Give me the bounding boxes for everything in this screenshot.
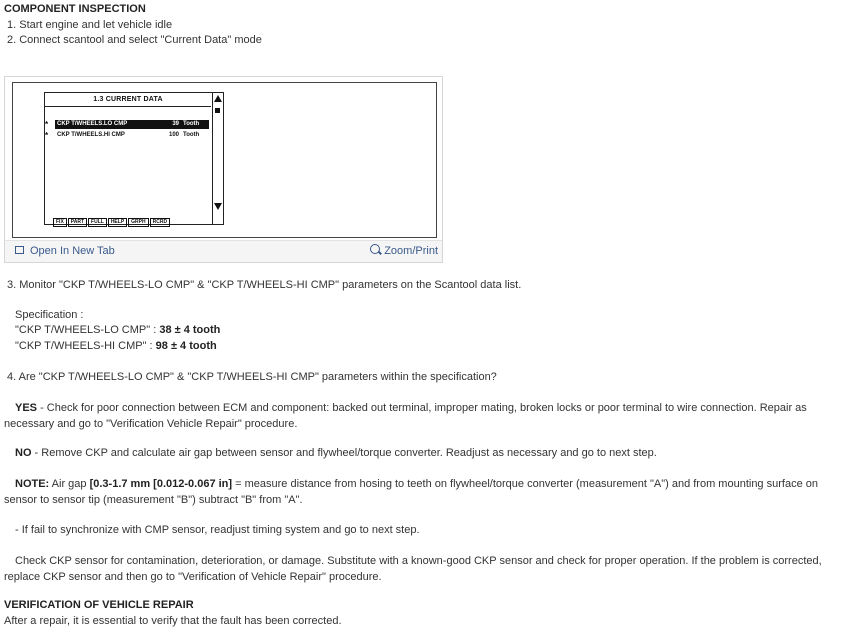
- spec-hi-value: 98 ± 4 tooth: [155, 340, 217, 352]
- fkey-rcrd: RCRD: [150, 218, 170, 227]
- yes-label: YES: [15, 402, 38, 414]
- scroll-thumb: [215, 108, 220, 113]
- fkey-part: PART: [68, 218, 87, 227]
- spec-lo-name: "CKP T/WHEELS-LO CMP" :: [15, 324, 160, 336]
- row-value: 100: [168, 132, 179, 138]
- spec-lo-value: 38 ± 4 tooth: [159, 324, 221, 336]
- scroll-down-icon: [214, 203, 222, 210]
- no-text: - Remove CKP and calculate air gap between sensor and flywheel/torque converter. Readjust as necessary and go to next step.: [31, 447, 657, 459]
- zoom-icon: [370, 244, 380, 254]
- yes-text: - Check for poor connection between ECM and component: backed out terminal, improper mating, broken locks or poor terminal to wire connection. Repair as necessary and go to "Verification Vehicle Repair" procedure.: [4, 402, 807, 430]
- zoom-print-link[interactable]: [370, 245, 438, 257]
- open-new-tab-link[interactable]: [15, 245, 115, 257]
- screen-title: 1.3 CURRENT DATA: [45, 93, 211, 107]
- scantool-illustration: [12, 82, 437, 238]
- figure-container: [4, 76, 443, 263]
- bullet-item: - If fail to synchronize with CMP sensor, readjust timing system and go to next step.: [15, 524, 420, 536]
- row-name: CKP T/WHEELS.HI CMP: [57, 132, 125, 138]
- row-unit: Tooth: [183, 121, 200, 127]
- section-heading: COMPONENT INSPECTION: [4, 3, 146, 15]
- note-text: = measure distance from hosing to teeth on flywheel/torque converter (measurement "A") and from mounting surface on sensor to sensor tip (measurement "B") subtract "B" from "A".: [4, 478, 818, 506]
- spec-lo: [15, 324, 220, 336]
- note-bold: [0.3-1.7 mm [0.012-0.067 in]: [89, 478, 233, 490]
- zoom-print-label: Zoom/Print: [384, 245, 438, 257]
- step-2: 2. Connect scantool and select "Current Data" mode: [7, 34, 262, 46]
- step-1: 1. Start engine and let vehicle idle: [7, 19, 173, 31]
- data-row: [45, 120, 209, 129]
- note-paragraph: [4, 477, 842, 508]
- open-new-tab-label: Open In New Tab: [30, 245, 115, 257]
- fkey-grph: GRPH: [128, 218, 148, 227]
- check-paragraph: Check CKP sensor for contamination, deterioration, or damage. Substitute with a known-good CKP sensor and check for proper operation. If the problem is corrected, replace CKP sensor and then go to "Verification of Vehicle Repair" procedure.: [4, 555, 822, 583]
- row-unit: Tooth: [183, 132, 200, 138]
- fkey-help: HELP: [108, 218, 127, 227]
- no-label: NO: [15, 447, 32, 459]
- note-label: NOTE:: [15, 478, 50, 490]
- yes-paragraph: [4, 401, 840, 432]
- step-4: 4. Are "CKP T/WHEELS-LO CMP" & "CKP T/WHEELS-HI CMP" parameters within the specification?: [7, 371, 497, 383]
- no-paragraph: [15, 447, 657, 459]
- figure-footer: [5, 240, 442, 262]
- row-value: 39: [172, 121, 179, 127]
- function-keys: [53, 214, 171, 223]
- note-pre: Air gap: [49, 478, 90, 490]
- row-marker: *: [45, 131, 49, 140]
- step-3: 3. Monitor "CKP T/WHEELS-LO CMP" & "CKP T/WHEELS-HI CMP" parameters on the Scantool data list.: [7, 279, 522, 291]
- scantool-screen: [44, 92, 224, 225]
- screen-scrollbar: [212, 93, 223, 224]
- fkey-full: FULL: [88, 218, 107, 227]
- row-name: CKP T/WHEELS.LO CMP: [57, 121, 128, 127]
- data-row: [45, 131, 209, 140]
- scroll-up-icon: [214, 95, 222, 102]
- verification-text: After a repair, it is essential to verify that the fault has been corrected.: [4, 615, 342, 627]
- section-heading-2: VERIFICATION OF VEHICLE REPAIR: [4, 599, 194, 611]
- spec-hi-name: "CKP T/WHEELS-HI CMP" :: [15, 340, 156, 352]
- fkey-fix: FIX: [53, 218, 67, 227]
- spec-label: Specification :: [15, 309, 84, 321]
- new-tab-icon: [15, 246, 24, 254]
- row-marker: *: [45, 120, 49, 129]
- spec-hi: [15, 340, 217, 352]
